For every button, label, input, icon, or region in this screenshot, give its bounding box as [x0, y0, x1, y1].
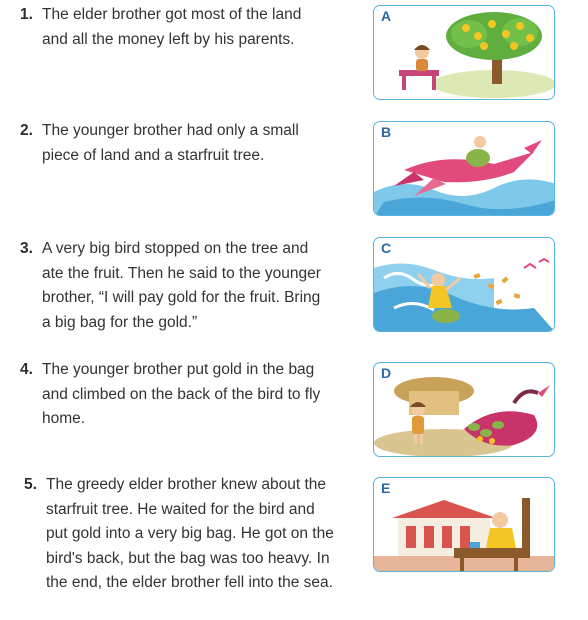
item-line: bird's back, but the bag was too heavy. In — [46, 549, 330, 567]
picture-letter: C — [381, 240, 392, 256]
picture-card-e — [373, 477, 555, 572]
picture-card-b — [373, 121, 555, 216]
story-item-3 — [20, 237, 360, 335]
picture-card-d — [373, 362, 555, 457]
brother-in-fancy-house-picture — [374, 478, 555, 572]
story-item-5 — [24, 473, 364, 596]
item-line: brother, “I will pay gold for the fruit. Bring — [42, 289, 321, 306]
story-item-1 — [20, 3, 360, 52]
bird-flying-over-sea-picture — [374, 122, 555, 216]
item-line: The younger brother had only a small — [42, 122, 299, 139]
item-line: starfruit tree. He waited for the bird and — [46, 500, 315, 518]
item-line: put gold into a very big bag. He got on the — [46, 525, 334, 542]
item-line: The elder brother got most of the land — [42, 6, 302, 23]
picture-letter: E — [381, 480, 391, 496]
item-line: The greedy elder brother knew about the — [46, 476, 327, 493]
picture-letter: B — [381, 124, 392, 140]
item-number: 3. — [20, 240, 33, 257]
item-line: A very big bird stopped on the tree and — [42, 240, 309, 257]
item-line: and climbed on the back of the bird to fly — [42, 385, 321, 403]
picture-letter: A — [381, 8, 392, 24]
item-line: a big bag for the gold.” — [42, 313, 198, 331]
item-number: 2. — [20, 122, 33, 139]
item-line: ate the fruit. Then he said to the younger — [42, 264, 321, 282]
picture-letter: D — [381, 365, 392, 381]
story-item-4 — [20, 358, 360, 432]
item-line: The younger brother put gold in the bag — [42, 361, 315, 378]
boy-with-bird-and-starfruit-picture — [374, 363, 555, 457]
item-line: and all the money left by his parents. — [42, 30, 295, 48]
starfruit-tree-picture — [374, 6, 555, 100]
item-number: 1. — [20, 6, 33, 23]
item-line: the end, the elder brother fell into the sea. — [46, 574, 333, 591]
item-number: 4. — [20, 361, 33, 378]
item-line: piece of land and a starfruit tree. — [42, 146, 265, 164]
brother-falling-into-sea-picture — [374, 238, 555, 332]
picture-card-c — [373, 237, 555, 332]
item-number: 5. — [24, 476, 37, 493]
picture-card-a — [373, 5, 555, 100]
story-item-2 — [20, 119, 360, 168]
item-line: home. — [42, 410, 86, 427]
